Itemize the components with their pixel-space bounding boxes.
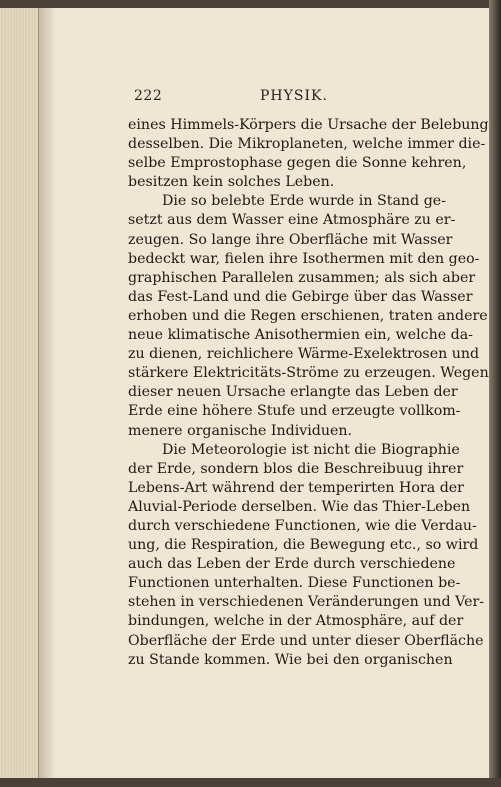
running-title: PHYSIK. [260,88,328,104]
text-line: setzt aus dem Wasser eine Atmosphäre zu er- [128,212,456,229]
right-binding-edge [489,0,501,787]
text-line: zu dienen, reichlichere Wärme-Exelektrosen und [128,346,480,363]
text-line: bindungen, welche in der Atmosphäre, auf der [128,613,464,630]
text-line: ung, die Respiration, die Bewegung etc., so wird [128,537,479,554]
body-text [128,116,489,670]
page-edges [0,8,39,778]
text-line: auch das Leben der Erde durch verschiedene [128,556,456,573]
page-number: 222 [134,88,163,104]
text-line: besitzen kein solches Leben. [128,174,335,191]
text-line: der Erde, sondern blos die Beschreibuug ihrer [128,460,464,477]
text-line: graphischen Parallelen zusammen; als sich aber [128,269,476,286]
text-line: bedeckt war, fielen ihre Isothermen mit den geo- [128,250,480,267]
running-head [134,88,444,110]
bottom-background-band [0,778,501,787]
top-background-band [0,0,501,8]
text-line: Aluvial-Periode derselben. Wie das Thier-Leben [128,498,471,515]
text-line: Die Meteorologie ist nicht die Biographie [162,441,460,458]
text-line: das Fest-Land und die Gebirge über das Wasser [128,288,473,305]
text-line: stehen in verschiedenen Veränderungen und Ver- [128,594,485,611]
text-line: desselben. Die Mikroplaneten, welche immer die- [128,136,486,153]
text-line: stärkere Elektricitäts-Ströme zu erzeugen. Wegen [128,365,489,382]
text-line: Die so belebte Erde wurde in Stand ge- [162,193,446,210]
text-line: durch verschiedene Functionen, wie die Verdau- [128,517,477,534]
spine-shadow [38,8,56,778]
text-line: selbe Emprostophase gegen die Sonne kehren, [128,155,467,172]
text-line: Functionen unterhalten. Diese Functionen be- [128,575,461,592]
text-line: Erde eine höhere Stufe und erzeugte vollkom- [128,403,461,420]
text-line: Lebens-Art während der temperirten Hora der [128,479,464,496]
text-line: eines Himmels-Körpers die Ursache der Belebung [128,117,489,133]
text-line: erhoben und die Regen erschienen, traten andere [128,307,488,324]
text-line: dieser neuen Ursache erlangte das Leben der [128,384,458,401]
text-line: neue klimatische Anisothermien ein, welche da- [128,327,473,344]
text-line: zu Stande kommen. Wie bei den organischen [128,651,453,668]
text-line: menere organische Individuen. [128,422,353,439]
text-line: Oberfläche der Erde und unter dieser Oberfläche [128,632,484,649]
text-line: zeugen. So lange ihre Oberfläche mit Wasser [128,231,453,248]
